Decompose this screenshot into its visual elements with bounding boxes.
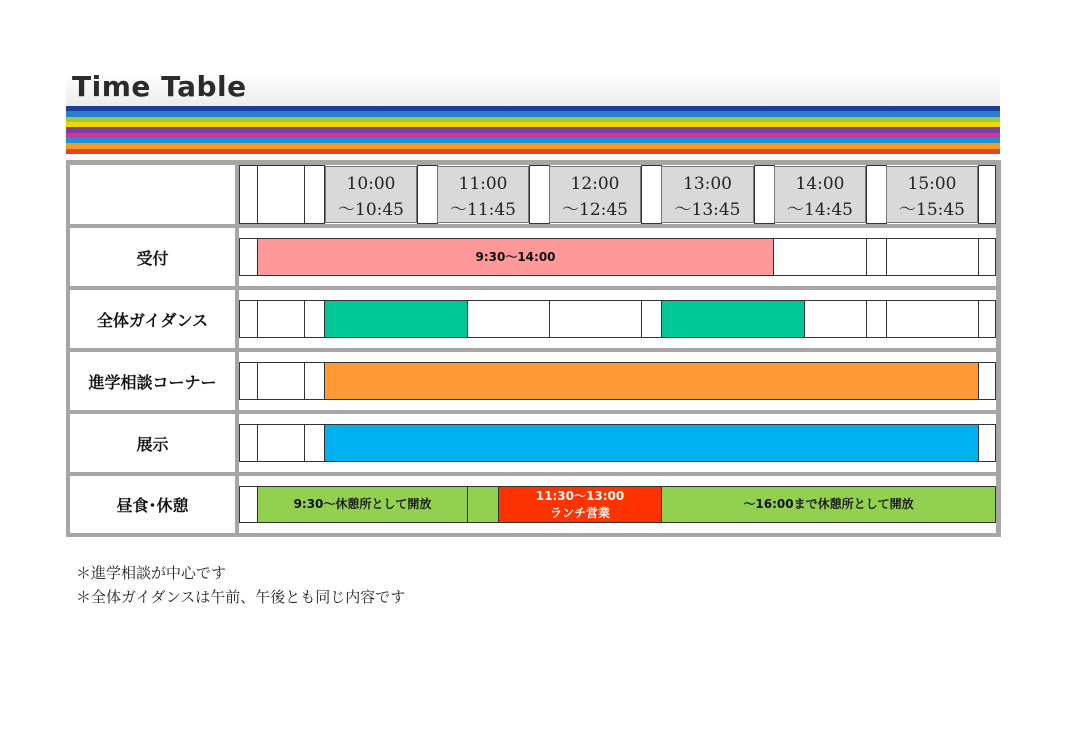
grid-cell (978, 300, 996, 338)
guidance-am-bar (324, 300, 468, 338)
exhibit-bar (324, 424, 979, 462)
row-label-reception: 受付 (70, 228, 235, 286)
header-gap-cell (304, 165, 325, 224)
grid-cell (239, 300, 258, 338)
grid-cell (304, 300, 325, 338)
counsel-bar (324, 362, 979, 400)
header-gap-cell (866, 165, 887, 224)
row-label-exhibit: 展示 (70, 414, 235, 472)
grid-cell (239, 424, 258, 462)
row-label-lunch: 昼食･休憩 (70, 476, 235, 533)
header-gap-cell (754, 165, 775, 224)
header-gap-cell (641, 165, 662, 224)
lunch-gap-bar (467, 486, 499, 523)
header-gap-cell (239, 165, 258, 224)
header-gap-cell (978, 165, 996, 224)
grid-cell (773, 238, 867, 276)
time-header-1100: 11:00 〜11:45 (437, 166, 529, 223)
time-header-1000: 10:00 〜10:45 (325, 166, 417, 223)
grid-cell (304, 362, 325, 400)
grid-cell (804, 300, 867, 338)
time-header-1400: 14:00 〜14:45 (774, 166, 866, 223)
lunch-service-bar: 11:30〜13:00 ランチ営業 (498, 486, 662, 523)
time-header-1200: 12:00 〜12:45 (549, 166, 641, 223)
grid-cell (239, 238, 258, 276)
grid-cell (304, 424, 325, 462)
stripe (66, 149, 1000, 154)
grid-cell (978, 362, 996, 400)
grid-cell (257, 424, 305, 462)
row-label-guidance: 全体ガイダンス (70, 290, 235, 348)
header-corner (70, 165, 235, 224)
grid-cell (886, 238, 979, 276)
grid-cell (978, 424, 996, 462)
rainbow-stripes (66, 106, 1000, 154)
lunch-open-bar: 9:30〜休憩所として開放 (257, 486, 468, 523)
notes (76, 561, 405, 609)
grid-cell (886, 300, 979, 338)
grid-cell (467, 300, 550, 338)
guidance-pm-bar (661, 300, 805, 338)
row-label-counsel: 進学相談コーナー (70, 352, 235, 410)
grid-cell (257, 300, 305, 338)
header-gap-cell (529, 165, 550, 224)
time-header-1300: 13:00 〜13:45 (661, 166, 754, 223)
time-header-1500: 15:00 〜15:45 (886, 166, 978, 223)
lunch-rest-bar: 〜16:00まで休憩所として開放 (661, 486, 996, 523)
grid-cell (641, 300, 662, 338)
note-2: ＊全体ガイダンスは午前、午後とも同じ内容です (76, 588, 406, 606)
note-1: ＊進学相談が中心です (76, 564, 227, 582)
page-title: Time Table (72, 70, 247, 103)
grid-cell (549, 300, 642, 338)
reception-bar: 9:30〜14:00 (257, 238, 774, 276)
header-gap-cell (257, 165, 305, 224)
header-gap-cell (417, 165, 438, 224)
grid-cell (239, 486, 258, 523)
grid-cell (239, 362, 258, 400)
grid-cell (257, 362, 305, 400)
grid-cell (866, 238, 887, 276)
grid-cell (866, 300, 887, 338)
grid-cell (978, 238, 996, 276)
